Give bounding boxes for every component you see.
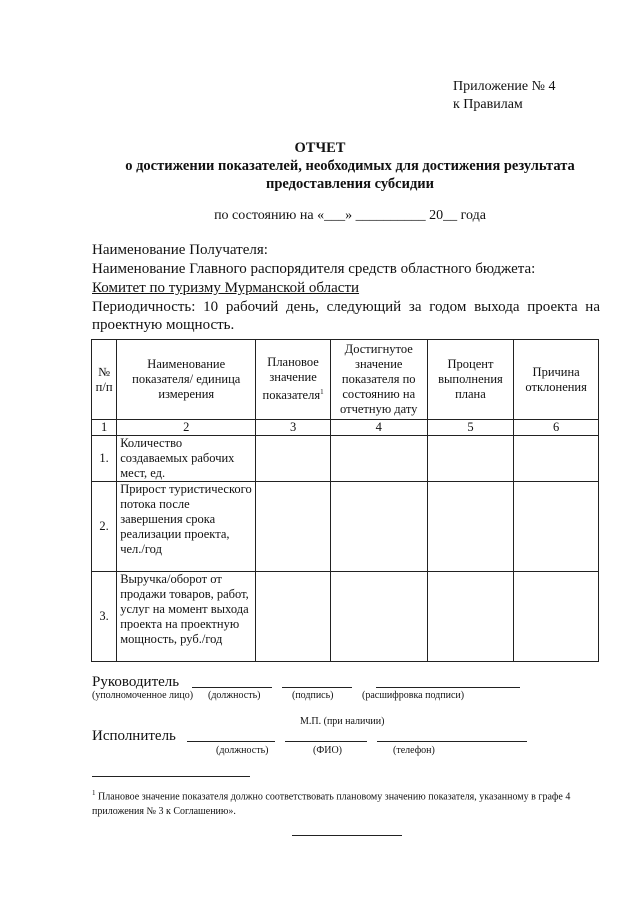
main-manager-label: Наименование Главного распорядителя средств областного бюджета:: [92, 261, 536, 277]
head-sub-signature: (подпись): [292, 690, 334, 701]
executor-sub-phone: (телефон): [393, 745, 435, 756]
header-percent: Процент выполнения плана: [427, 340, 514, 420]
header-name: Наименование показателя/ единица измерения: [117, 340, 256, 420]
column-number: 3: [256, 420, 331, 436]
head-sub-position: (должность): [208, 690, 261, 701]
committee-name-text: Комитет по туризму Мурманской области: [92, 280, 360, 296]
row-number: 2.: [92, 482, 117, 572]
stamp-label: М.П. (при наличии): [300, 716, 385, 727]
header-num: № п/п: [92, 340, 117, 420]
percent-cell[interactable]: [427, 436, 514, 482]
report-subtitle: о достижении показателей, необходимых для достижения результата предоставления субсидии: [125, 158, 575, 192]
footnote: [92, 786, 592, 819]
planned-value-cell[interactable]: [256, 572, 331, 662]
indicator-name: Выручка/оборот от продажи товаров, работ, услуг на момент выхода проекта на проектную мощность, руб./год: [117, 572, 256, 662]
executor-sub-name: (ФИО): [313, 745, 343, 756]
table-row: [92, 436, 599, 482]
executor-phone-line[interactable]: [377, 741, 527, 742]
committee-name: [92, 279, 600, 297]
head-signature-line[interactable]: [282, 687, 352, 688]
executor-sub-position: (должность): [216, 745, 269, 756]
head-label: Руководитель: [92, 674, 180, 690]
row-number: 1.: [92, 436, 117, 482]
end-separator: [292, 835, 402, 836]
head-name-line[interactable]: [376, 687, 520, 688]
column-number: 6: [514, 420, 599, 436]
header-achieved: Достигнутое значение показателя по состоянию на отчетную дату: [330, 340, 427, 420]
report-as-of-date: по состоянию на «___» __________ 20__ года: [214, 208, 486, 223]
achieved-value-cell[interactable]: [330, 572, 427, 662]
head-position-line[interactable]: [192, 687, 272, 688]
periodicity-line: [92, 298, 600, 316]
table-row: [92, 482, 599, 572]
appendix-reference: [453, 78, 556, 114]
table-header-row: [92, 340, 599, 420]
recipient-name-label: Наименование Получателя:: [92, 242, 268, 258]
planned-value-cell[interactable]: [256, 482, 331, 572]
indicator-name: Прирост туристического потока после завершения срока реализации проекта, чел./год: [117, 482, 256, 572]
header-planned: [256, 340, 331, 420]
appendix-rules: к Правилам: [453, 97, 523, 112]
column-number: 4: [330, 420, 427, 436]
executor-label: Исполнитель: [92, 728, 176, 744]
report-title: ОТЧЕТ: [294, 140, 346, 156]
reason-cell[interactable]: [514, 572, 599, 662]
reason-cell[interactable]: [514, 436, 599, 482]
achieved-value-cell[interactable]: [330, 482, 427, 572]
table-row: [92, 572, 599, 662]
periodicity-text: Периодичность: 10 рабочий день, следующий за годом выхода проекта на: [92, 299, 600, 315]
column-number: 2: [117, 420, 256, 436]
percent-cell[interactable]: [427, 572, 514, 662]
indicator-name: Количество создаваемых рабочих мест, ед.: [117, 436, 256, 482]
appendix-number: Приложение № 4: [453, 79, 556, 94]
percent-cell[interactable]: [427, 482, 514, 572]
footnote-mark: 1: [92, 789, 96, 797]
header-reason: Причина отклонения: [514, 340, 599, 420]
footnote-separator: [92, 776, 250, 777]
reason-cell[interactable]: [514, 482, 599, 572]
head-sub-name: (расшифровка подписи): [362, 690, 465, 701]
achieved-value-cell[interactable]: [330, 436, 427, 482]
column-number: 1: [92, 420, 117, 436]
planned-value-cell[interactable]: [256, 436, 331, 482]
header-planned-text: Плановое значение показателя: [262, 355, 321, 403]
column-number-row: [92, 420, 599, 436]
footnote-text: Плановое значение показателя должно соответствовать плановому значению показателя, указанному в графе 4 приложения № 3 к Соглашению».: [92, 791, 571, 818]
row-number: 3.: [92, 572, 117, 662]
periodicity-continuation: проектную мощность.: [92, 317, 235, 333]
indicators-table: [91, 339, 599, 662]
column-number: 5: [427, 420, 514, 436]
executor-name-line[interactable]: [285, 741, 367, 742]
head-sub-authorized: (уполномоченное лицо): [92, 690, 194, 701]
header-planned-footnote-mark: 1: [320, 388, 324, 397]
executor-position-line[interactable]: [187, 741, 275, 742]
